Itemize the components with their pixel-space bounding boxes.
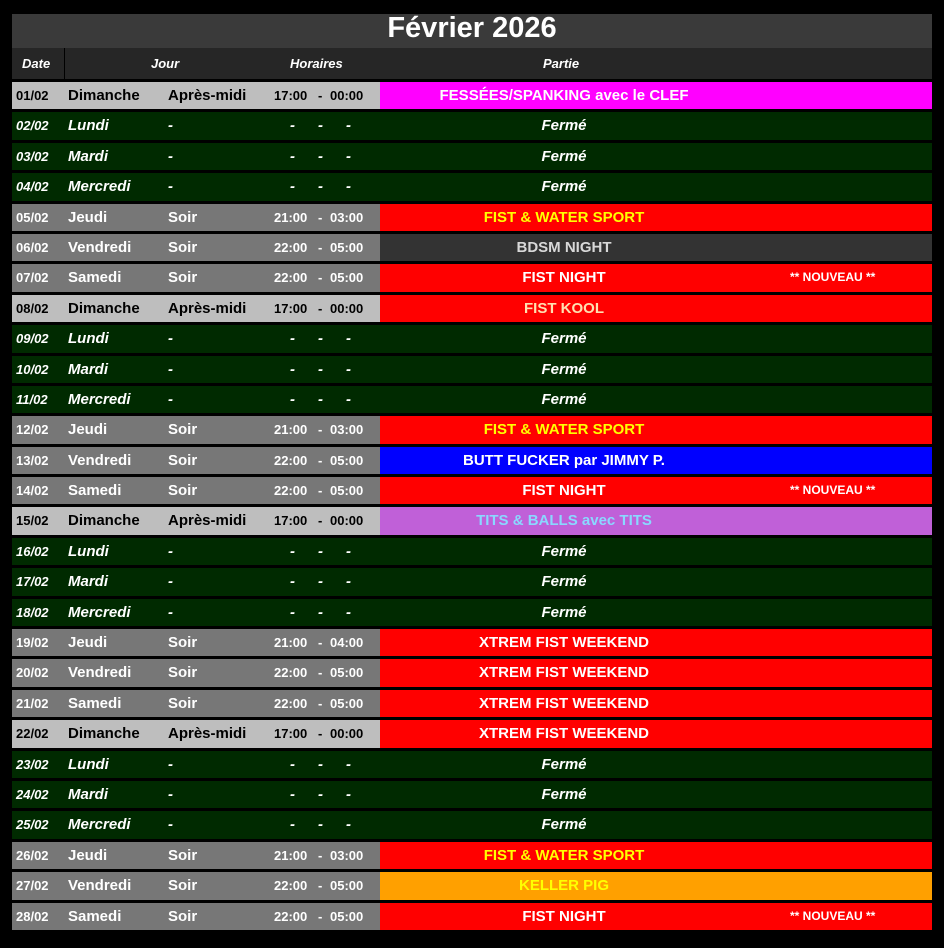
row-info	[12, 416, 380, 443]
row-part: -	[168, 573, 173, 591]
row-event	[380, 629, 932, 656]
nouveau-badge: ** NOUVEAU **	[790, 483, 876, 498]
row-start-time: 17:00	[274, 300, 308, 316]
row-start-time: 21:00	[274, 847, 308, 863]
row-time-placeholder: -	[318, 603, 323, 621]
row-time-placeholder: -	[290, 330, 295, 348]
row-event-name: Fermé	[541, 147, 587, 165]
row-time-separator: -	[318, 847, 323, 863]
row-date: 21/02	[16, 695, 49, 711]
row-date: 27/02	[16, 878, 49, 894]
row-info	[12, 386, 932, 413]
row-info	[12, 781, 932, 808]
row-day: Mercredi	[68, 178, 131, 196]
table-row	[12, 781, 932, 808]
row-info	[12, 264, 380, 291]
row-day: Lundi	[68, 330, 109, 348]
row-event-name: XTREM FIST WEEKEND	[478, 725, 649, 743]
row-time-placeholder: -	[346, 755, 351, 773]
row-time-separator: -	[318, 695, 323, 711]
row-end-time: 05:00	[330, 908, 364, 924]
header-horaires: Horaires	[290, 56, 343, 71]
row-end-time: 05:00	[330, 483, 364, 499]
row-date: 09/02	[16, 331, 49, 347]
table-row	[12, 82, 932, 109]
table-row	[12, 690, 932, 717]
row-date: 25/02	[16, 817, 49, 833]
row-info	[12, 82, 380, 109]
row-event-name: XTREM FIST WEEKEND	[478, 634, 649, 652]
row-part: -	[168, 390, 173, 408]
row-info	[12, 447, 380, 474]
row-event-name: Fermé	[541, 360, 587, 378]
row-end-time: 05:00	[330, 270, 364, 286]
row-time-separator: -	[318, 908, 323, 924]
row-info	[12, 477, 380, 504]
row-end-time: 05:00	[330, 665, 364, 681]
row-event-name: TITS & BALLS avec TITS	[476, 512, 652, 530]
row-end-time: 05:00	[330, 239, 364, 255]
row-time-separator: -	[318, 726, 323, 742]
row-date: 26/02	[16, 847, 49, 863]
row-info	[12, 507, 380, 534]
table-row	[12, 872, 932, 899]
row-event-name: FIST KOOL	[524, 299, 604, 317]
nouveau-badge: ** NOUVEAU **	[790, 908, 876, 923]
row-info	[12, 629, 380, 656]
row-time-placeholder: -	[290, 816, 295, 834]
row-info	[12, 568, 932, 595]
row-event	[380, 264, 932, 291]
row-event-name: FIST & WATER SPORT	[483, 421, 645, 439]
row-info	[12, 903, 380, 930]
row-date: 28/02	[16, 908, 49, 924]
row-time-placeholder: -	[346, 785, 351, 803]
row-time-placeholder: -	[290, 360, 295, 378]
row-part: Soir	[168, 846, 198, 864]
row-time-separator: -	[318, 665, 323, 681]
row-date: 17/02	[16, 574, 49, 590]
row-time-placeholder: -	[290, 573, 295, 591]
row-part: Soir	[168, 269, 198, 287]
row-info	[12, 811, 932, 838]
table-row	[12, 325, 932, 352]
row-time-placeholder: -	[290, 178, 295, 196]
row-time-separator: -	[318, 513, 323, 529]
row-part: -	[168, 603, 173, 621]
row-event-name: XTREM FIST WEEKEND	[478, 664, 649, 682]
row-info	[12, 295, 380, 322]
row-event-name: FIST & WATER SPORT	[483, 208, 645, 226]
row-end-time: 05:00	[330, 452, 364, 468]
row-time-placeholder: -	[290, 603, 295, 621]
table-row	[12, 416, 932, 443]
row-day: Dimanche	[68, 512, 140, 530]
table-row	[12, 568, 932, 595]
row-date: 06/02	[16, 239, 49, 255]
table-row	[12, 173, 932, 200]
row-date: 16/02	[16, 543, 49, 559]
row-event-name: Fermé	[541, 816, 587, 834]
row-time-placeholder: -	[318, 390, 323, 408]
row-info	[12, 690, 380, 717]
row-event	[380, 690, 932, 717]
row-time-placeholder: -	[346, 573, 351, 591]
row-part: Après-midi	[168, 87, 247, 104]
row-date: 24/02	[16, 786, 49, 802]
row-day: Lundi	[68, 542, 109, 560]
row-time-placeholder: -	[346, 147, 351, 165]
row-day: Samedi	[68, 907, 122, 925]
row-day: Samedi	[68, 694, 122, 712]
row-part: -	[168, 785, 173, 803]
row-event-name: KELLER PIG	[518, 877, 609, 895]
row-end-time: 00:00	[330, 513, 364, 529]
row-day: Jeudi	[68, 208, 108, 226]
row-event-name: Fermé	[541, 390, 587, 408]
table-row	[12, 538, 932, 565]
row-date: 20/02	[16, 665, 49, 681]
row-part: -	[168, 755, 173, 773]
nouveau-badge: ** NOUVEAU **	[790, 270, 876, 285]
row-part: Soir	[168, 694, 198, 712]
row-time-separator: -	[318, 635, 323, 651]
row-time-placeholder: -	[318, 147, 323, 165]
table-row	[12, 295, 932, 322]
row-event	[380, 872, 932, 899]
row-time-separator: -	[318, 239, 323, 255]
row-event	[380, 416, 932, 443]
row-part: Soir	[168, 634, 198, 652]
row-day: Lundi	[68, 755, 109, 773]
row-start-time: 22:00	[274, 239, 308, 255]
row-info	[12, 325, 932, 352]
row-info	[12, 872, 380, 899]
row-time-placeholder: -	[318, 542, 323, 560]
row-date: 10/02	[16, 361, 49, 377]
row-day: Samedi	[68, 269, 122, 287]
table-row	[12, 842, 932, 869]
row-part: Soir	[168, 238, 198, 256]
row-event	[380, 507, 932, 534]
row-start-time: 21:00	[274, 422, 308, 438]
row-time-placeholder: -	[346, 330, 351, 348]
row-time-placeholder: -	[346, 117, 351, 135]
row-day: Dimanche	[68, 87, 140, 104]
row-time-placeholder: -	[318, 755, 323, 773]
row-time-placeholder: -	[290, 785, 295, 803]
row-part: Soir	[168, 877, 198, 895]
table-header	[12, 48, 932, 79]
row-day: Jeudi	[68, 846, 108, 864]
row-day: Mercredi	[68, 603, 131, 621]
row-date: 12/02	[16, 422, 49, 438]
row-event-name: Fermé	[541, 178, 587, 196]
table-row	[12, 234, 932, 261]
row-time-separator: -	[318, 483, 323, 499]
row-start-time: 21:00	[274, 635, 308, 651]
row-event-name: Fermé	[541, 573, 587, 591]
row-day: Jeudi	[68, 634, 108, 652]
row-day: Lundi	[68, 117, 109, 135]
row-info	[12, 173, 932, 200]
row-info	[12, 659, 380, 686]
row-date: 08/02	[16, 300, 49, 316]
row-day: Vendredi	[68, 877, 132, 895]
row-event	[380, 903, 932, 930]
row-date: 18/02	[16, 604, 49, 620]
row-part: -	[168, 360, 173, 378]
row-event	[380, 447, 932, 474]
table-row	[12, 356, 932, 383]
row-start-time: 21:00	[274, 209, 308, 225]
row-date: 05/02	[16, 209, 49, 225]
row-info	[12, 143, 932, 170]
table-row	[12, 507, 932, 534]
row-date: 01/02	[16, 88, 49, 103]
row-info	[12, 112, 932, 139]
row-event-name: Fermé	[541, 755, 587, 773]
table-row	[12, 204, 932, 231]
table-row	[12, 903, 932, 930]
row-part: Soir	[168, 421, 198, 439]
row-time-placeholder: -	[318, 117, 323, 135]
row-time-placeholder: -	[318, 330, 323, 348]
row-date: 04/02	[16, 179, 49, 195]
row-start-time: 17:00	[274, 88, 308, 103]
row-date: 23/02	[16, 756, 49, 772]
table-row	[12, 386, 932, 413]
row-end-time: 03:00	[330, 847, 364, 863]
table-row	[12, 659, 932, 686]
row-part: Soir	[168, 451, 198, 469]
row-date: 22/02	[16, 726, 49, 742]
row-day: Mardi	[68, 573, 109, 591]
row-part: Soir	[168, 208, 198, 226]
row-part: -	[168, 542, 173, 560]
row-start-time: 17:00	[274, 513, 308, 529]
table-row	[12, 751, 932, 778]
table-row	[12, 112, 932, 139]
row-day: Mardi	[68, 360, 109, 378]
row-end-time: 03:00	[330, 209, 364, 225]
row-start-time: 22:00	[274, 695, 308, 711]
row-day: Samedi	[68, 482, 122, 500]
row-date: 03/02	[16, 148, 49, 164]
row-time-placeholder: -	[318, 816, 323, 834]
row-time-placeholder: -	[346, 816, 351, 834]
row-day: Vendredi	[68, 664, 132, 682]
page-title: Février 2026	[12, 14, 932, 48]
row-event	[380, 477, 932, 504]
row-date: 19/02	[16, 635, 49, 651]
table-row	[12, 447, 932, 474]
row-time-placeholder: -	[318, 178, 323, 196]
row-date: 07/02	[16, 270, 49, 286]
header-partie: Partie	[543, 56, 580, 71]
row-event	[380, 842, 932, 869]
row-day: Mardi	[68, 147, 109, 165]
row-time-placeholder: -	[290, 390, 295, 408]
row-time-separator: -	[318, 422, 323, 438]
row-end-time: 05:00	[330, 695, 364, 711]
row-event-name: FIST NIGHT	[522, 269, 606, 287]
row-date: 15/02	[16, 513, 49, 529]
header-divider	[64, 48, 65, 79]
row-start-time: 22:00	[274, 908, 308, 924]
row-part: Soir	[168, 907, 198, 925]
row-part: -	[168, 816, 173, 834]
row-date: 02/02	[16, 118, 49, 134]
row-event-name: BUTT FUCKER par JIMMY P.	[463, 451, 665, 469]
row-part: Après-midi	[168, 512, 247, 530]
row-day: Vendredi	[68, 238, 132, 256]
row-event-name: FIST NIGHT	[522, 907, 606, 925]
table-row	[12, 629, 932, 656]
row-event-name: Fermé	[541, 542, 587, 560]
row-info	[12, 751, 932, 778]
row-day: Mercredi	[68, 390, 131, 408]
row-info	[12, 720, 380, 747]
row-event	[380, 204, 932, 231]
header-date: Date	[22, 56, 51, 71]
row-time-placeholder: -	[346, 603, 351, 621]
row-day: Dimanche	[68, 299, 140, 317]
row-day: Mercredi	[68, 816, 131, 834]
row-part: -	[168, 117, 173, 135]
schedule-rows	[12, 82, 932, 930]
row-date: 11/02	[16, 391, 48, 407]
row-part: Après-midi	[168, 299, 247, 317]
row-day: Vendredi	[68, 451, 132, 469]
row-event-name: BDSM NIGHT	[516, 238, 612, 256]
row-event	[380, 234, 932, 261]
row-time-placeholder: -	[346, 542, 351, 560]
row-end-time: 00:00	[330, 88, 364, 103]
row-start-time: 22:00	[274, 665, 308, 681]
row-time-placeholder: -	[290, 542, 295, 560]
row-info	[12, 599, 932, 626]
row-info	[12, 842, 380, 869]
row-end-time: 04:00	[330, 635, 364, 651]
row-time-placeholder: -	[290, 755, 295, 773]
row-event	[380, 82, 932, 109]
row-event-name: Fermé	[541, 330, 587, 348]
schedule-sheet	[12, 14, 932, 933]
row-day: Mardi	[68, 785, 109, 803]
row-time-placeholder: -	[290, 147, 295, 165]
row-day: Dimanche	[68, 725, 140, 743]
row-start-time: 22:00	[274, 452, 308, 468]
row-time-placeholder: -	[318, 360, 323, 378]
row-end-time: 05:00	[330, 878, 364, 894]
row-time-separator: -	[318, 270, 323, 286]
row-event-name: Fermé	[541, 785, 587, 803]
row-part: -	[168, 147, 173, 165]
row-time-placeholder: -	[346, 390, 351, 408]
row-info	[12, 356, 932, 383]
row-event-name: FESSÉES/SPANKING avec le CLEF	[439, 87, 689, 104]
header-jour: Jour	[151, 56, 180, 71]
row-event-name: Fermé	[541, 603, 587, 621]
row-time-separator: -	[318, 88, 323, 103]
row-time-placeholder: -	[318, 785, 323, 803]
row-time-separator: -	[318, 209, 323, 225]
row-event-name: FIST NIGHT	[522, 482, 606, 500]
row-start-time: 22:00	[274, 878, 308, 894]
row-end-time: 03:00	[330, 422, 364, 438]
row-time-separator: -	[318, 452, 323, 468]
row-event	[380, 659, 932, 686]
row-time-placeholder: -	[290, 117, 295, 135]
row-info	[12, 234, 380, 261]
table-row	[12, 720, 932, 747]
row-part: Soir	[168, 482, 198, 500]
table-row	[12, 264, 932, 291]
row-event	[380, 295, 932, 322]
row-start-time: 22:00	[274, 270, 308, 286]
row-part: Soir	[168, 664, 198, 682]
row-part: -	[168, 330, 173, 348]
row-part: -	[168, 178, 173, 196]
row-time-placeholder: -	[346, 360, 351, 378]
row-info	[12, 538, 932, 565]
row-time-separator: -	[318, 878, 323, 894]
row-end-time: 00:00	[330, 300, 364, 316]
row-event-name: XTREM FIST WEEKEND	[478, 694, 649, 712]
row-end-time: 00:00	[330, 726, 364, 742]
row-event-name: FIST & WATER SPORT	[483, 846, 645, 864]
row-time-placeholder: -	[346, 178, 351, 196]
row-start-time: 22:00	[274, 483, 308, 499]
table-row	[12, 143, 932, 170]
row-event-name: Fermé	[541, 117, 587, 135]
table-row	[12, 811, 932, 838]
row-date: 14/02	[16, 483, 49, 499]
row-date: 13/02	[16, 452, 49, 468]
row-start-time: 17:00	[274, 726, 308, 742]
row-time-separator: -	[318, 300, 323, 316]
table-row	[12, 599, 932, 626]
row-info	[12, 204, 380, 231]
row-part: Après-midi	[168, 725, 247, 743]
row-event	[380, 720, 932, 747]
table-row	[12, 477, 932, 504]
row-time-placeholder: -	[318, 573, 323, 591]
row-day: Jeudi	[68, 421, 108, 439]
